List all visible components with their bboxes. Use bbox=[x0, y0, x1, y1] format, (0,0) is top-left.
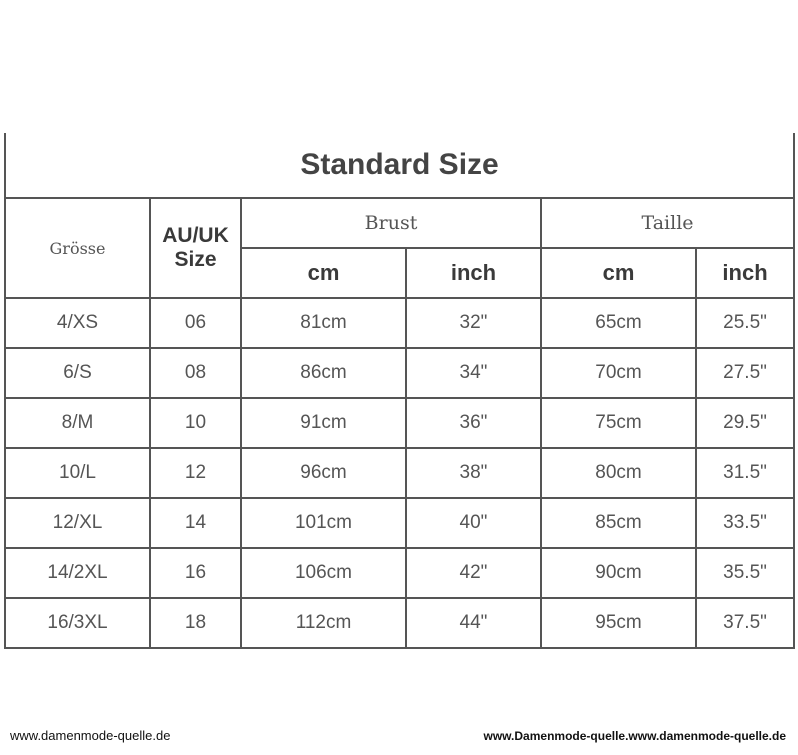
header-brust-inch: inch bbox=[406, 248, 541, 298]
cell-au-uk: 08 bbox=[150, 348, 241, 398]
cell-groesse: 6/S bbox=[5, 348, 150, 398]
cell-au-uk: 12 bbox=[150, 448, 241, 498]
table-row bbox=[5, 598, 794, 648]
cell-taille-inch: 25.5" bbox=[696, 298, 794, 348]
cell-taille-inch: 29.5" bbox=[696, 398, 794, 448]
cell-taille-cm: 80cm bbox=[541, 448, 696, 498]
cell-brust-inch: 44" bbox=[406, 598, 541, 648]
size-rows bbox=[5, 298, 794, 648]
table-title: Standard Size bbox=[5, 133, 794, 198]
cell-taille-inch: 31.5" bbox=[696, 448, 794, 498]
table-row bbox=[5, 448, 794, 498]
cell-brust-cm: 91cm bbox=[241, 398, 406, 448]
cell-brust-cm: 86cm bbox=[241, 348, 406, 398]
table-row bbox=[5, 348, 794, 398]
cell-taille-inch: 27.5" bbox=[696, 348, 794, 398]
cell-brust-inch: 38" bbox=[406, 448, 541, 498]
header-au-uk-line2: Size bbox=[174, 248, 217, 271]
cell-taille-inch: 35.5" bbox=[696, 548, 794, 598]
cell-brust-cm: 101cm bbox=[241, 498, 406, 548]
header-taille: Taille bbox=[541, 198, 794, 248]
cell-taille-cm: 90cm bbox=[541, 548, 696, 598]
cell-brust-inch: 34" bbox=[406, 348, 541, 398]
cell-au-uk: 06 bbox=[150, 298, 241, 348]
cell-groesse: 10/L bbox=[5, 448, 150, 498]
cell-taille-cm: 75cm bbox=[541, 398, 696, 448]
cell-au-uk: 10 bbox=[150, 398, 241, 448]
cell-au-uk: 18 bbox=[150, 598, 241, 648]
cell-brust-cm: 106cm bbox=[241, 548, 406, 598]
cell-brust-cm: 81cm bbox=[241, 298, 406, 348]
cell-au-uk: 16 bbox=[150, 548, 241, 598]
table-row bbox=[5, 398, 794, 448]
table-row bbox=[5, 548, 794, 598]
cell-groesse: 16/3XL bbox=[5, 598, 150, 648]
footer-watermark-right: www.Damenmode-quelle.www.damenmode-quelle.de bbox=[483, 729, 786, 743]
table-row bbox=[5, 498, 794, 548]
table-row bbox=[5, 298, 794, 348]
header-brust-cm: cm bbox=[241, 248, 406, 298]
cell-brust-inch: 40" bbox=[406, 498, 541, 548]
cell-taille-inch: 37.5" bbox=[696, 598, 794, 648]
header-taille-cm: cm bbox=[541, 248, 696, 298]
cell-taille-cm: 85cm bbox=[541, 498, 696, 548]
cell-groesse: 12/XL bbox=[5, 498, 150, 548]
header-brust: Brust bbox=[241, 198, 541, 248]
cell-brust-inch: 42" bbox=[406, 548, 541, 598]
cell-brust-cm: 112cm bbox=[241, 598, 406, 648]
header-au-uk-line1: AU/UK bbox=[162, 224, 229, 247]
cell-taille-cm: 65cm bbox=[541, 298, 696, 348]
cell-taille-cm: 95cm bbox=[541, 598, 696, 648]
cell-groesse: 14/2XL bbox=[5, 548, 150, 598]
header-groesse: Grösse bbox=[5, 198, 150, 298]
cell-taille-cm: 70cm bbox=[541, 348, 696, 398]
cell-brust-cm: 96cm bbox=[241, 448, 406, 498]
header-au-uk-size bbox=[150, 198, 241, 298]
footer-watermark-left: www.damenmode-quelle.de bbox=[10, 728, 171, 743]
size-chart-table bbox=[4, 133, 795, 649]
header-taille-inch: inch bbox=[696, 248, 794, 298]
cell-taille-inch: 33.5" bbox=[696, 498, 794, 548]
cell-groesse: 4/XS bbox=[5, 298, 150, 348]
cell-groesse: 8/M bbox=[5, 398, 150, 448]
cell-au-uk: 14 bbox=[150, 498, 241, 548]
cell-brust-inch: 32" bbox=[406, 298, 541, 348]
cell-brust-inch: 36" bbox=[406, 398, 541, 448]
